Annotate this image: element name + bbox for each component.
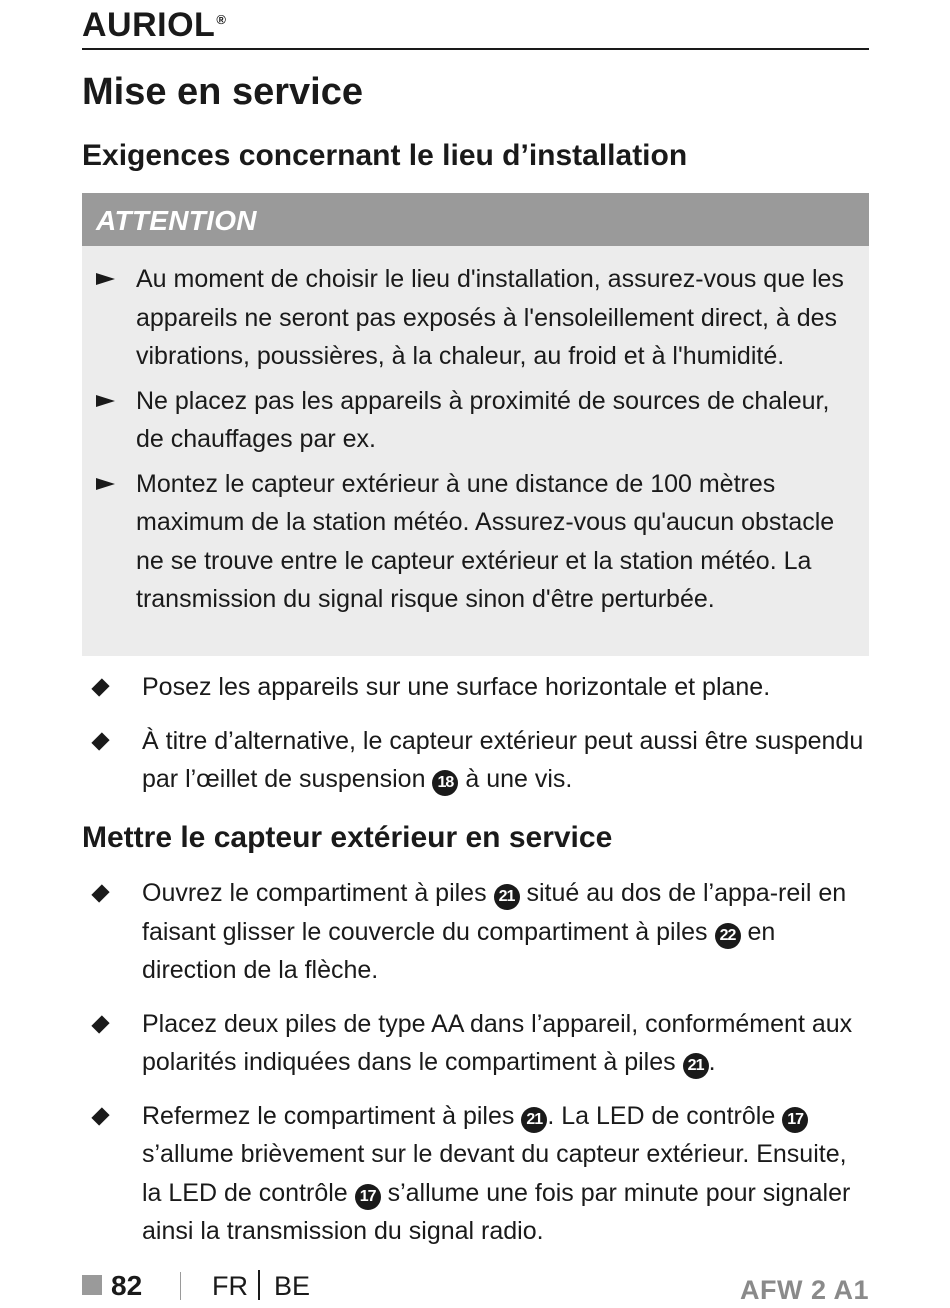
callout-number-17: 17 bbox=[355, 1184, 381, 1210]
attention-item bbox=[82, 260, 869, 376]
item-text: Posez les appareils sur une surface horizontale et plane. bbox=[142, 673, 771, 701]
attention-item bbox=[82, 382, 869, 459]
diamond-bullet-icon bbox=[91, 1015, 109, 1033]
item-text: Placez deux piles de type AA dans l’appareil, conformément aux polarités indiquées dans le compartiment à piles bbox=[142, 1009, 853, 1076]
callout-number-21: 21 bbox=[521, 1107, 547, 1133]
installation-steps bbox=[82, 668, 869, 814]
diamond-bullet-icon bbox=[91, 678, 109, 696]
page-title: Mise en service bbox=[82, 71, 363, 113]
attention-box bbox=[82, 193, 869, 656]
registered-mark: ® bbox=[216, 11, 227, 27]
brand-logo bbox=[82, 6, 226, 45]
item-text: Ouvrez le compartiment à piles bbox=[142, 879, 494, 907]
list-item bbox=[82, 874, 869, 990]
callout-number-21: 21 bbox=[683, 1053, 709, 1079]
attention-item-text: Montez le capteur extérieur à une distance de 100 mètres maximum de la station météo. Assurez-vous qu'aucun obstacle ne se trouve entre le capteur extérieur et la station météo. La transmission du signal risque sinon d'être perturbée. bbox=[136, 469, 835, 613]
item-text: s’allume brièvement sur le devant du capteur extérieur. Ensuite, la LED de contrôle bbox=[142, 1140, 847, 1207]
list-item bbox=[82, 1005, 869, 1082]
grey-square-icon bbox=[82, 1275, 102, 1295]
item-text: À titre d’alternative, le capteur extérieur peut aussi être suspendu par l’œillet de suspension bbox=[142, 726, 864, 793]
callout-number-21: 21 bbox=[494, 884, 520, 910]
attention-item-text: Ne placez pas les appareils à proximité de sources de chaleur, de chauffages par ex. bbox=[136, 386, 830, 453]
arrow-right-icon bbox=[96, 395, 115, 407]
page-footer bbox=[82, 1268, 869, 1304]
brand-name: AURIOL bbox=[82, 6, 216, 44]
callout-number-18: 18 bbox=[432, 770, 458, 796]
list-item bbox=[82, 722, 869, 799]
language-code-fr: FR bbox=[212, 1271, 248, 1301]
attention-item bbox=[82, 465, 869, 619]
attention-item-text: Au moment de choisir le lieu d'installation, assurez-vous que les appareils ne seront pas exposés à l'ensoleillement direct, à des vibrations, poussières, à la chaleur, au froid et à l'humidité. bbox=[136, 265, 844, 370]
language-divider bbox=[258, 1270, 260, 1300]
list-item bbox=[82, 1097, 869, 1251]
diamond-bullet-icon bbox=[91, 884, 109, 902]
attention-list bbox=[82, 246, 869, 619]
item-text: à une vis. bbox=[458, 765, 573, 793]
page-number: 82 bbox=[111, 1270, 143, 1301]
arrow-right-icon bbox=[96, 478, 115, 490]
attention-label: ATTENTION bbox=[82, 193, 869, 246]
model-number: AFW 2 A1 bbox=[739, 1275, 869, 1305]
item-text: Refermez le compartiment à piles bbox=[142, 1101, 522, 1130]
callout-number-22: 22 bbox=[715, 923, 741, 949]
section-heading-sensor: Mettre le capteur extérieur en service bbox=[82, 821, 613, 854]
language-code-be: BE bbox=[274, 1271, 311, 1301]
item-text: situé au dos de l’appa-reil en faisant glisser le couvercle du compartiment à piles bbox=[142, 879, 847, 946]
item-text: . bbox=[708, 1048, 716, 1076]
diamond-bullet-icon bbox=[91, 1107, 109, 1125]
item-text: . La LED de contrôle bbox=[547, 1101, 783, 1130]
manual-page bbox=[82, 0, 869, 1306]
header-rule bbox=[82, 48, 869, 50]
section-heading-installation: Exigences concernant le lieu d’installation bbox=[82, 139, 688, 172]
diamond-bullet-icon bbox=[91, 732, 109, 750]
arrow-right-icon bbox=[96, 273, 115, 285]
item-text: s’allume une fois par minute pour signaler ainsi la transmission du signal radio. bbox=[142, 1178, 851, 1245]
sensor-steps bbox=[82, 874, 869, 1266]
callout-number-17: 17 bbox=[782, 1107, 808, 1133]
item-text: en direction de la flèche. bbox=[142, 917, 776, 984]
list-item bbox=[82, 668, 869, 707]
footer-divider bbox=[180, 1272, 181, 1300]
